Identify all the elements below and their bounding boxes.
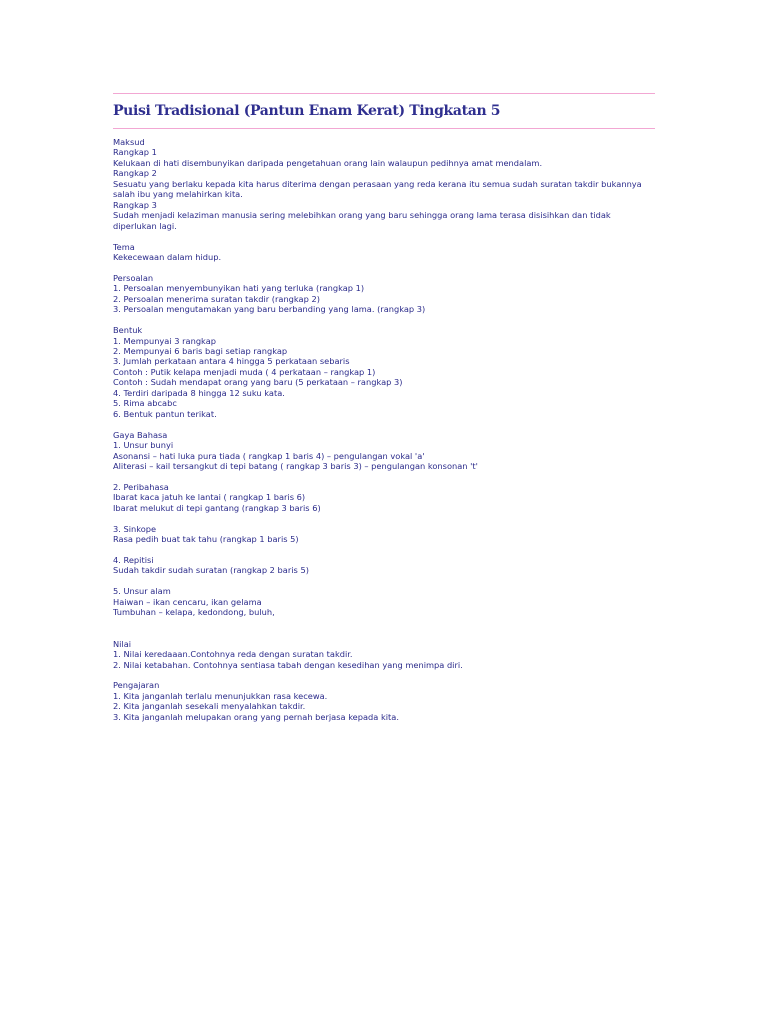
list-item: Haiwan – ikan cencaru, ikan gelama: [113, 596, 262, 607]
list-item: 1. Persoalan menyembunyikan hati yang terluka (rangkap 1): [113, 283, 365, 294]
list-item: 3. Jumlah perkataan antara 4 hingga 5 perkataan sebaris: [113, 356, 350, 367]
list-item: Sudah takdir sudah suratan (rangkap 2 baris 5): [113, 565, 309, 576]
list-item: 6. Bentuk pantun terikat.: [113, 408, 217, 419]
section-heading: Gaya Bahasa: [113, 429, 168, 440]
section-persoalan: [113, 273, 655, 315]
list-item: Contoh : Putik kelapa menjadi muda ( 4 perkataan – rangkap 1): [113, 366, 376, 377]
subsection-heading: 3. Sinkope: [113, 523, 157, 534]
subsection-heading: 1. Unsur bunyi: [113, 440, 174, 451]
stanza-label: Rangkap 3: [113, 199, 157, 210]
list-item: 1. Mempunyai 3 rangkap: [113, 335, 216, 346]
spacer: [113, 628, 655, 638]
list-item: Ibarat melukut di tepi gantang (rangkap 3 baris 6): [113, 502, 321, 513]
list-item: Rasa pedih buat tak tahu (rangkap 1 baris 5): [113, 534, 299, 545]
list-item: 3. Persoalan mengutamakan yang baru berbanding yang lama. (rangkap 3): [113, 304, 426, 315]
stanza-label: Rangkap 2: [113, 168, 157, 179]
spacer: [113, 670, 655, 680]
section-heading: Tema: [113, 241, 135, 252]
list-item: 1. Kita janganlah terlalu menunjukkan rasa kecewa.: [113, 690, 328, 701]
section-heading: Bentuk: [113, 325, 143, 336]
list-item: 2. Persoalan menerima suratan takdir (rangkap 2): [113, 293, 320, 304]
list-item: Contoh : Sudah mendapat orang yang baru (5 perkataan – rangkap 3): [113, 377, 403, 388]
stanza-meaning: Sudah menjadi kelaziman manusia sering melebihkan orang yang baru sehingga orang lama terasa disisihkan dan tidak diperlukan lagi.: [113, 210, 611, 231]
section-maksud: [113, 137, 655, 231]
list-item: 2. Kita janganlah sesekali menyalahkan takdir.: [113, 701, 306, 712]
list-item: 2. Nilai ketabahan. Contohnya sentiasa tabah dengan kesedihan yang menimpa diri.: [113, 659, 463, 670]
list-item: Asonansi – hati luka pura tiada ( rangkap 1 baris 4) – pengulangan vokal 'a': [113, 450, 425, 461]
spacer: [113, 231, 655, 241]
spacer: [113, 576, 655, 586]
list-item: Tumbuhan – kelapa, kedondong, buluh,: [113, 607, 275, 618]
subsection-heading: 5. Unsur alam: [113, 586, 171, 597]
spacer: [113, 315, 655, 325]
section-bentuk: [113, 325, 655, 419]
section-heading: Persoalan: [113, 272, 154, 283]
section-gaya-bahasa: [113, 430, 655, 618]
spacer: [113, 545, 655, 555]
list-item: 1. Nilai keredaaan.Contohnya reda dengan suratan takdir.: [113, 649, 353, 660]
page-title: Puisi Tradisional (Pantun Enam Kerat) Tingkatan 5: [113, 102, 501, 119]
document-body: [113, 137, 655, 722]
stanza-meaning: Kelukaan di hati disembunyikan daripada pengetahuan orang lain walaupun pedihnya amat mendalam.: [113, 157, 543, 168]
subsection-heading: 2. Peribahasa: [113, 481, 169, 492]
spacer: [113, 618, 655, 628]
stanza-meaning: Sesuatu yang berlaku kepada kita harus diterima dengan perasaan yang reda kerana itu semua sudah suratan takdir bukannya salah ibu yang melahirkan kita.: [113, 178, 642, 200]
section-tema: [113, 242, 655, 263]
subsection-heading: 4. Repitisi: [113, 555, 154, 566]
list-item: Aliterasi – kail tersangkut di tepi batang ( rangkap 3 baris 3) – pengulangan konsonan 't': [113, 460, 478, 471]
section-heading: Pengajaran: [113, 680, 160, 691]
spacer: [113, 513, 655, 523]
stanza-label: Rangkap 1: [113, 147, 157, 158]
list-item: 4. Terdiri daripada 8 hingga 12 suku kata.: [113, 387, 285, 398]
section-nilai: [113, 639, 655, 670]
list-item: 3. Kita janganlah melupakan orang yang pernah berjasa kepada kita.: [113, 711, 399, 722]
spacer: [113, 471, 655, 481]
section-heading: Maksud: [113, 137, 145, 147]
list-item: Ibarat kaca jatuh ke lantai ( rangkap 1 baris 6): [113, 492, 306, 503]
list-item: 5. Rima abcabc: [113, 398, 177, 409]
spacer: [113, 419, 655, 429]
title-bottom-rule: [113, 128, 655, 129]
list-item: 2. Mempunyai 6 baris bagi setiap rangkap: [113, 346, 288, 357]
spacer: [113, 262, 655, 272]
section-pengajaran: [113, 680, 655, 722]
theme-text: Kekecewaan dalam hidup.: [113, 251, 222, 262]
section-heading: Nilai: [113, 638, 132, 649]
